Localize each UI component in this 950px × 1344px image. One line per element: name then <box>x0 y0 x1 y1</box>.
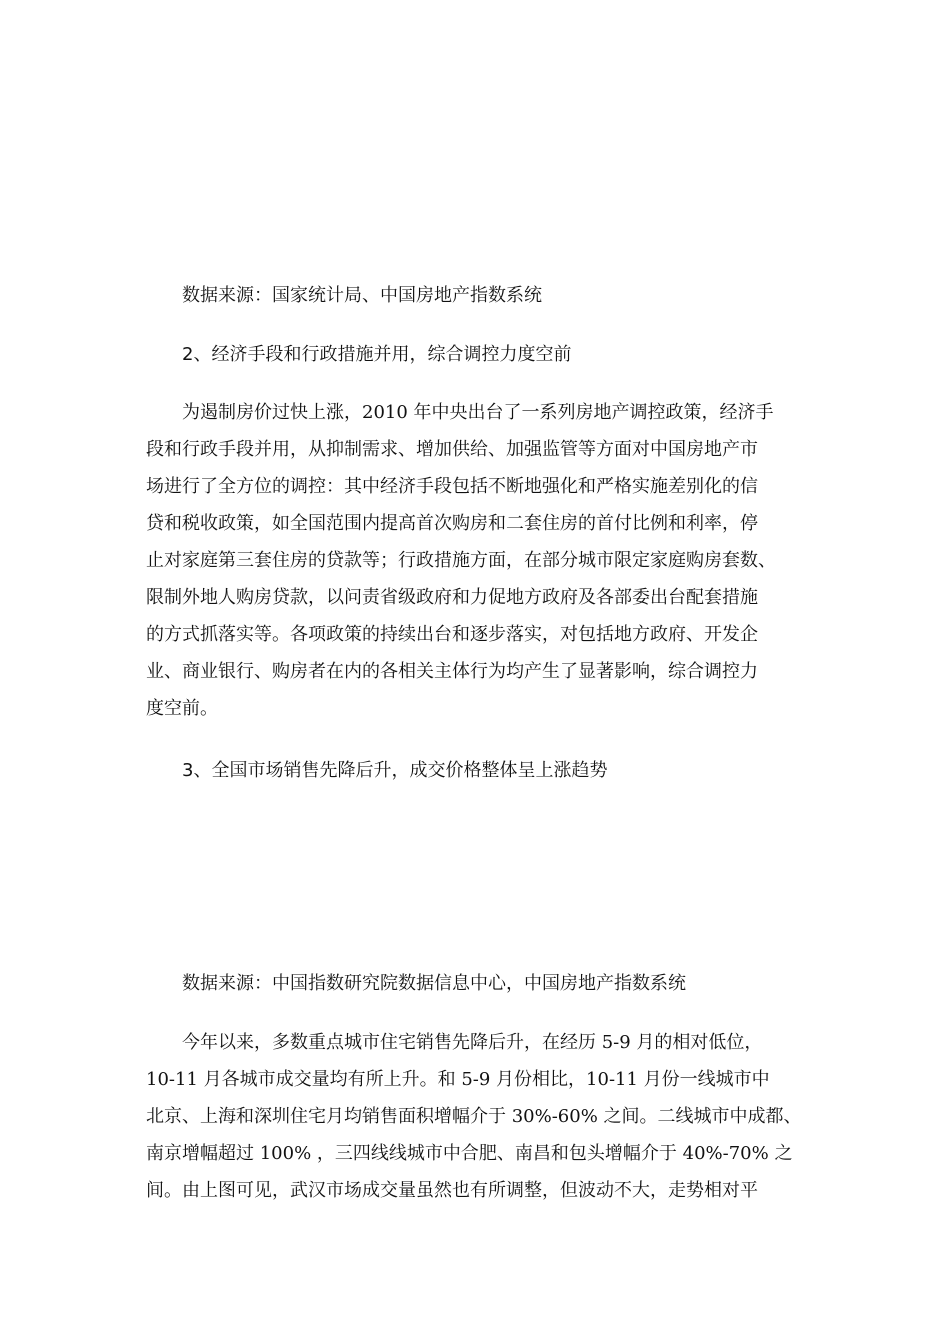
section-heading-2: 2、经济手段和行政措施并用，综合调控力度空前 <box>182 344 572 365</box>
paragraph-line: 段和行政手段并用，从抑制需求、增加供给、加强监管等方面对中国房地产市 <box>146 439 758 460</box>
paragraph-line: 间。由上图可见，武汉市场成交量虽然也有所调整，但波动不大，走势相对平 <box>146 1180 758 1201</box>
paragraph-line: 场进行了全方位的调控：其中经济手段包括不断地强化和严格实施差别化的信 <box>146 476 758 497</box>
paragraph-line: 今年以来，多数重点城市住宅销售先降后升，在经历 5-9 月的相对低位， <box>182 1032 763 1053</box>
source-note-2: 数据来源：中国指数研究院数据信息中心，中国房地产指数系统 <box>182 973 686 994</box>
paragraph-line: 度空前。 <box>146 698 218 719</box>
paragraph-line: 贷和税收政策，如全国范围内提高首次购房和二套住房的首付比例和利率，停 <box>146 513 758 534</box>
paragraph-line: 南京增幅超过 100% ，三四线线城市中合肥、南昌和包头增幅介于 40%-70% 之 <box>146 1143 793 1164</box>
paragraph-line: 为遏制房价过快上涨，2010 年中央出台了一系列房地产调控政策，经济手 <box>182 402 774 423</box>
paragraph-line: 10-11 月各城市成交量均有所上升。和 5-9 月份相比，10-11 月份一线城市中 <box>146 1069 770 1090</box>
paragraph-line: 北京、上海和深圳住宅月均销售面积增幅介于 30%-60% 之间。二线城市中成都、 <box>146 1106 802 1127</box>
paragraph-line: 业、商业银行、购房者在内的各相关主体行为均产生了显著影响，综合调控力 <box>146 661 758 682</box>
paragraph-line: 的方式抓落实等。各项政策的持续出台和逐步落实，对包括地方政府、开发企 <box>146 624 758 645</box>
paragraph-line: 止对家庭第三套住房的贷款等；行政措施方面，在部分城市限定家庭购房套数、 <box>146 550 776 571</box>
paragraph-line: 限制外地人购房贷款，以问责省级政府和力促地方政府及各部委出台配套措施 <box>146 587 758 608</box>
source-note-1: 数据来源：国家统计局、中国房地产指数系统 <box>182 285 542 306</box>
section-heading-3: 3、全国市场销售先降后升，成交价格整体呈上涨趋势 <box>182 760 608 781</box>
